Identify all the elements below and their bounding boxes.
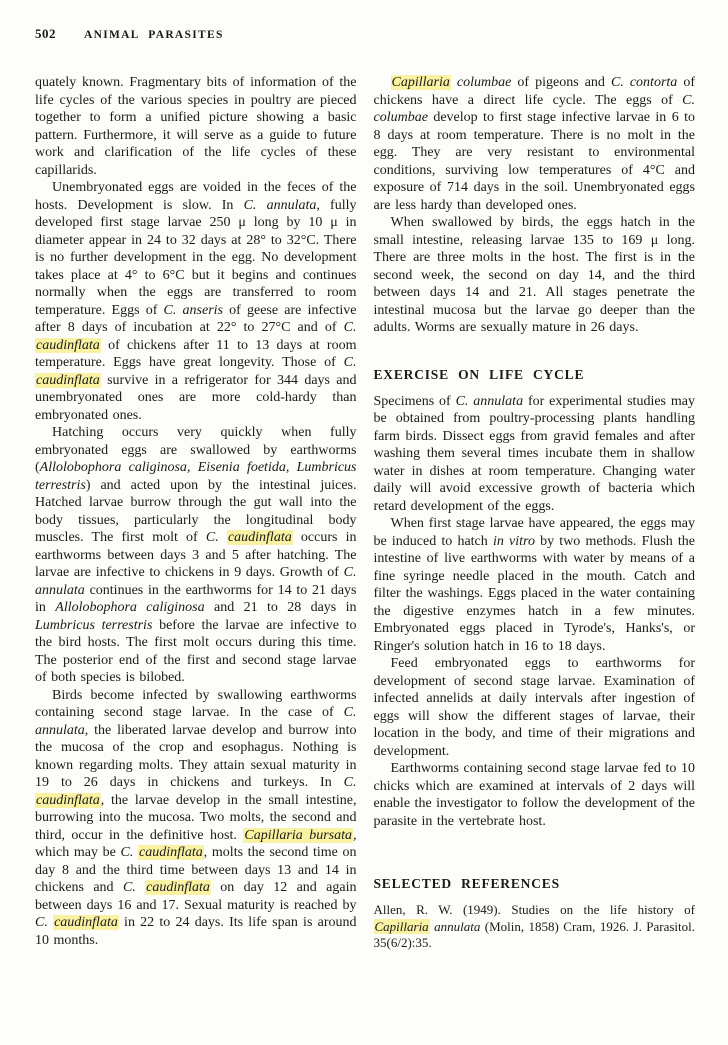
highlighted-term: Capillaria (391, 75, 450, 90)
text-run: , the liberated larvae develop and burrow into the mucosa of the crop and esophagus. Nothing is known regarding molts. They attain sexual maturity in 19 to 26 days in chickens and turkeys. In (35, 722, 357, 790)
text-run: columbae (450, 75, 512, 90)
text-run: of chickens have a direct life cycle. The eggs of (373, 75, 695, 108)
text-run: in vitro (492, 533, 535, 549)
highlighted-term: Capillaria (374, 918, 429, 934)
section-heading: SELECTED REFERENCES (373, 876, 560, 891)
text-run: Allolobophora caliginosa, Eisenia foetida, Lumbricus terrestris (35, 460, 357, 493)
text-run: of chickens after 11 to 13 days at room temperature. Eggs have great longevity. Those of (35, 337, 357, 370)
highlighted-term: caudinflata (36, 337, 100, 353)
text-run: C. (343, 775, 357, 790)
text-run: C. (35, 915, 54, 930)
text-run: C. annulata (35, 705, 357, 738)
highlighted-term: caudinflata (36, 372, 100, 388)
text-run: C. annulata (455, 393, 524, 409)
text-run: continues in the earthworms for 14 to 21 days in (35, 582, 357, 615)
text-run: before the larvae are infective to the bird hosts. The first molt occurs during this time. The posterior end of the first and second stage larvae of both species is bilobed. (35, 617, 357, 685)
highlighted-term: caudinflata (36, 792, 100, 808)
text-run: on day 12 and again between days 16 and 17. Sexual maturity is reached by (35, 880, 357, 913)
text-run: in 22 to 24 days. Its life span is around 10 months. (35, 915, 357, 948)
reference-entry (374, 902, 696, 952)
text-run: annulata (429, 918, 481, 934)
text-run: quately known. Fragmentary bits of information of the life cycles of the various species in poultry are pieced together to form a unified picture showing a basic pattern. Furthermore, it will serve as a guide to future work and clarification of the life cycles of these capillarids. (35, 75, 357, 178)
text-run: C. (205, 530, 227, 545)
text-run: , molts the second time on day 8 and the third time between days 13 and 14 in chickens and (35, 845, 357, 895)
paragraph (35, 74, 357, 179)
text-run: C. annulata (243, 197, 317, 213)
paragraph (374, 214, 696, 337)
paragraph (374, 393, 696, 516)
text-run: C. (120, 845, 138, 860)
running-head: ANIMAL PARASITES (84, 29, 224, 41)
text-run: C. (343, 355, 357, 370)
page-number: 502 (35, 26, 56, 41)
highlighted-term: caudinflata (54, 915, 118, 930)
text-run: ) and acted upon by the intestinal juices. Hatched larvae burrow through the gut wall into the body tissues, particularly the longitudinal body muscles. The first molt of (35, 477, 357, 545)
text-run: C. contorta (610, 75, 678, 90)
highlighted-term: caudinflata (138, 845, 203, 860)
paragraph (374, 74, 696, 214)
text-run: , which may be (35, 827, 357, 860)
text-run: Earthworms containing second stage larvae fed to 10 chicks which are examined at intervals of 2 days will enable the investigator to follow the development of the parasite in the vertebrate host. (373, 761, 695, 829)
text-run: C. anseris (163, 302, 223, 318)
text-run: develop to first stage infective larvae in 6 to 8 days at room temperature. There is no molt in the egg. They are very resistant to environmental conditions, surviving low temperatures of 4°C and exposure of 714 days in the soil. Unembryonated eggs are less hardy than developed ones. (373, 110, 695, 213)
page-body (35, 74, 695, 952)
text-run: of geese are infective after 8 days of incubation at 22° to 27°C and of (35, 302, 357, 335)
text-run: Specimens of (373, 393, 456, 409)
text-run: survive in a refrigerator for 344 days and unembryonated ones are more cold-hardy than embryonated ones. (35, 372, 357, 423)
text-run: Allen, R. W. (1949). Studies on the life history of (373, 902, 695, 917)
highlighted-term: Capillaria bursata (244, 827, 352, 843)
paragraph (374, 760, 696, 830)
text-run: Lumbricus terrestris (35, 617, 153, 633)
paragraph (35, 424, 357, 687)
text-run: C. (122, 880, 146, 895)
text-run: Unembryonated eggs are voided in the feces of the hosts. Development is slow. In (35, 180, 357, 213)
text-run: by two methods. Flush the intestine of live earthworms with water by means of a fine syringe needle placed in the mouth. Catch and filter the washings. Eggs placed in the water containing the digestive enzymes hatch in a few minutes. Embryonated eggs placed in Tyrode's, Hanks's, or Ringer's solution hatch in 16 to 18 days. (373, 533, 696, 654)
text-run: C. (343, 320, 357, 335)
text-run: Allolobophora caliginosa (55, 600, 205, 615)
highlighted-term: caudinflata (227, 530, 292, 545)
text-run: , the larvae develop in the small intestine, burrowing into the mucosa. Two molts, the second and third, occur in the definitive host. (35, 792, 357, 843)
text-run: Hatching occurs very quickly when fully embryonated eggs are swallowed by earthworms ( (35, 425, 357, 475)
text-run: occurs in earthworms between days 3 and 5 after hatching. The larvae are infective to chickens in 9 days. Growth of (35, 530, 357, 580)
text-run: C. columbae (373, 92, 695, 125)
text-run: Feed embryonated eggs to earthworms for development of second stage larvae. Examination of infected annelids at daily intervals after ingestion of eggs will show the different stages of larvae, their location in the body, and time of their migrations and development. (373, 656, 695, 759)
page-header (35, 26, 695, 42)
text-run: When swallowed by birds, the eggs hatch in the small intestine, releasing larvae 135 to 169 μ long. There are three molts in the host. The first is in the second week, the second on day 14, and the third between days 14 and 21. All stages penetrate the intestinal mucosa but the larvae go deeper than the adults. Worms are sexually mature in 26 days. (373, 215, 695, 335)
text-run: of pigeons and (511, 75, 611, 90)
text-run: (Molin, 1858) Cram, 1926. J. Parasitol. 35(6/2):35. (373, 918, 695, 950)
text-run: Birds become infected by swallowing earthworms containing second stage larvae. In the case of (35, 687, 357, 720)
highlighted-term: caudinflata (146, 880, 210, 895)
left-column (35, 74, 357, 952)
paragraph (35, 179, 357, 424)
paragraph (374, 515, 696, 655)
text-run: C. annulata (35, 565, 357, 598)
text-run: for experimental studies may be obtained from poultry-processing plants handling farm birds. Dissect eggs from gravid females and after washing them several times incubate them in shallow water in dishes at room temperature. Changing water daily will avoid excessive growth of bacteria which retard development of the eggs. (373, 393, 695, 514)
text-run: When first stage larvae have appeared, the eggs may be induced to hatch (373, 516, 695, 549)
text-run: and 21 to 28 days in (204, 600, 357, 615)
right-column (374, 74, 696, 952)
text-run: , fully developed first stage larvae 250 μ long by 10 μ in diameter appear in 24 to 32 days at 28° to 32°C. There is no further development in the egg. No development takes place at 4° to 6°C but it begins and continues normally when the eggs are transferred to room temperature. Eggs of (35, 197, 357, 318)
paragraph (35, 687, 357, 950)
section-heading: EXERCISE ON LIFE CYCLE (373, 366, 585, 382)
paragraph (374, 655, 696, 760)
